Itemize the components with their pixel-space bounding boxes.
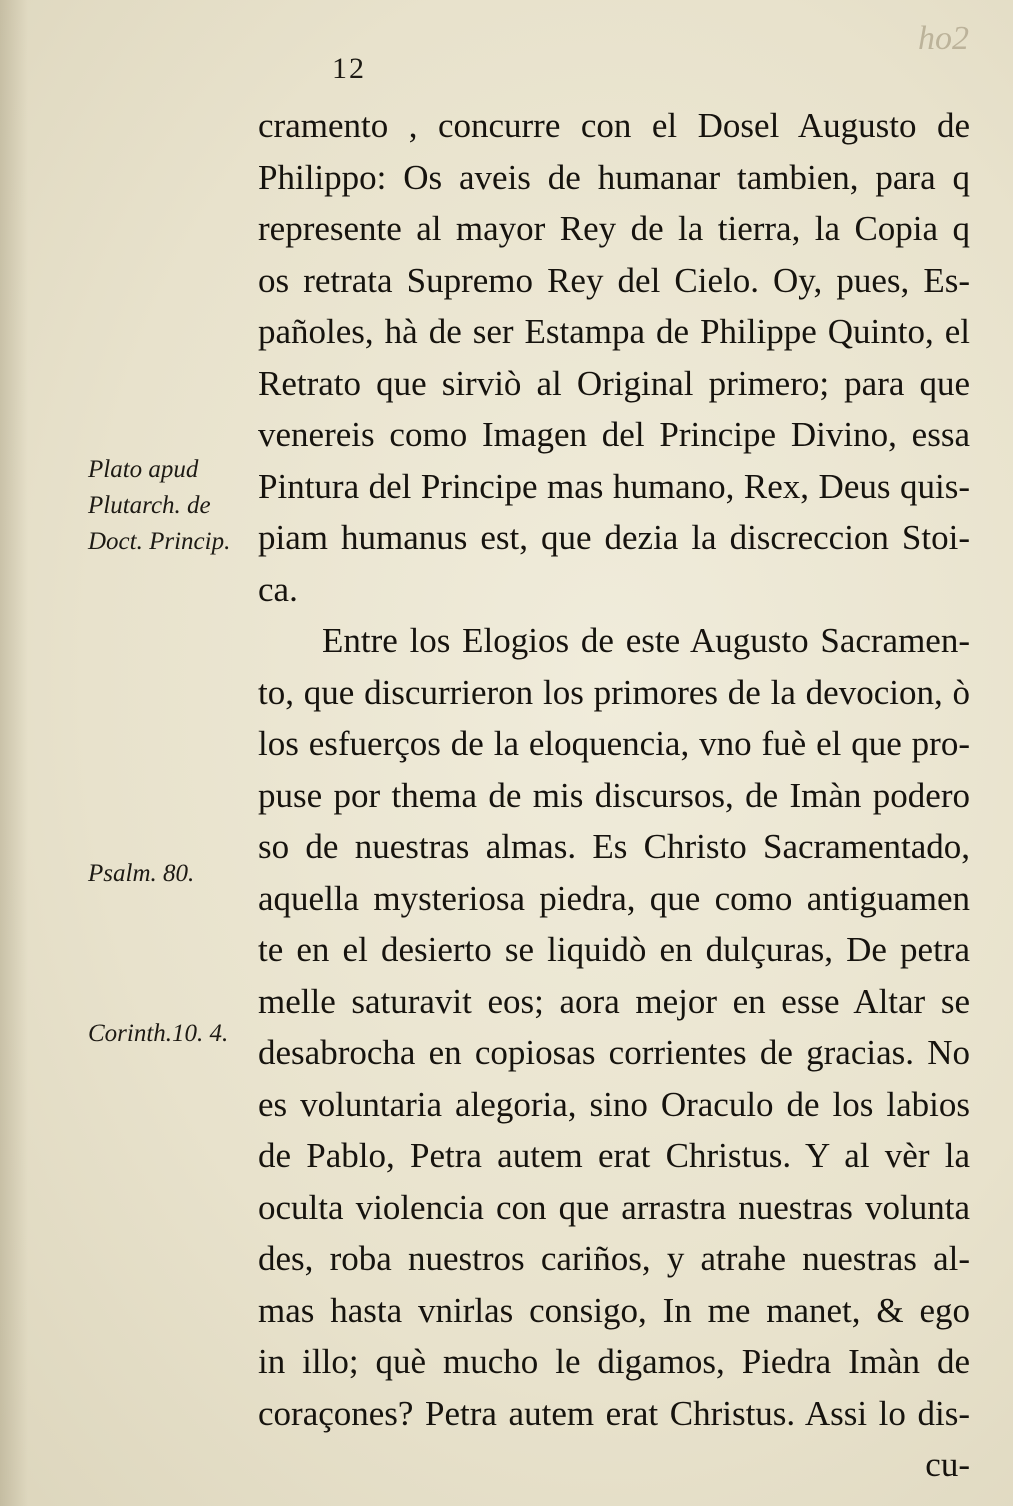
text-line: represente al mayor Rey de la tierra, la Copia q [258, 209, 970, 248]
catchword: cu- [925, 1445, 970, 1484]
text-line: venereis como Imagen del Principe Divino, essa [258, 415, 970, 454]
text-line: melle saturavit eos; aora mejor en esse Altar se [258, 981, 970, 1021]
text-line: in illo; què mucho le digamos, Piedra Imàn de [258, 1342, 970, 1381]
text-line: oculta violencia con que arrastra nuestras volunta [258, 1187, 970, 1227]
paragraph-start-line: Entre los Elogios de este Augusto Sacramen- [322, 621, 970, 660]
marginal-note-corinth: Corinth.10. 4. [88, 1020, 229, 1047]
text-line: piam humanus est, que dezia la discreccion Stoi- [258, 518, 970, 557]
gutter-shadow [0, 0, 28, 1506]
text-line: Philippo: Os aveis de humanar tambien, para q [258, 157, 970, 197]
text-line: pañoles, hà de ser Estampa de Philippe Quinto, el [258, 312, 970, 351]
text-line: os retrata Supremo Rey del Cielo. Oy, pues, Es- [258, 260, 970, 300]
text-line: de Pablo, Petra autem erat Christus. Y al vèr la [258, 1136, 970, 1175]
text-line: desabrocha en copiosas corrientes de gracias. No [258, 1033, 970, 1072]
text-line: aquella mysteriosa piedra, que como antiguamen [258, 878, 970, 918]
text-line: los esfuerços de la eloquencia, vno fuè el que pro- [258, 724, 970, 763]
text-line: to, que discurrieron los primores de la devocion, ò [258, 672, 970, 712]
marginal-note-psalm: Psalm. 80. [88, 860, 195, 887]
text-line: es voluntaria alegoria, sino Oraculo de los labios [258, 1084, 970, 1124]
text-line: te en el desierto se liquidò en dulçuras, De petra [258, 930, 970, 969]
text-line: cramento , concurre con el Dosel Augusto de [258, 106, 970, 145]
text-line: Pintura del Principe mas humano, Rex, Deus quis- [258, 466, 970, 506]
text-line: des, roba nuestros cariños, y atrahe nuestras al- [258, 1239, 970, 1278]
text-line: coraçones? Petra autem erat Christus. Assi lo dis- [258, 1393, 970, 1433]
page-number: 12 [332, 52, 366, 85]
corner-mark: ho2 [918, 20, 969, 57]
text-line: Retrato que sirviò al Original primero; para que [258, 363, 970, 403]
text-line: mas hasta vnirlas consigo, In me manet, & ego [258, 1290, 970, 1330]
marginal-note-plato: Plato apud Plutarch. de Doct. Princip. [88, 456, 231, 555]
text-line: ca. [258, 569, 298, 609]
main-text [258, 100, 970, 1491]
text-line: puse por thema de mis discursos, de Imàn podero [258, 775, 970, 815]
text-line: so de nuestras almas. Es Christo Sacramentado, [258, 827, 970, 866]
